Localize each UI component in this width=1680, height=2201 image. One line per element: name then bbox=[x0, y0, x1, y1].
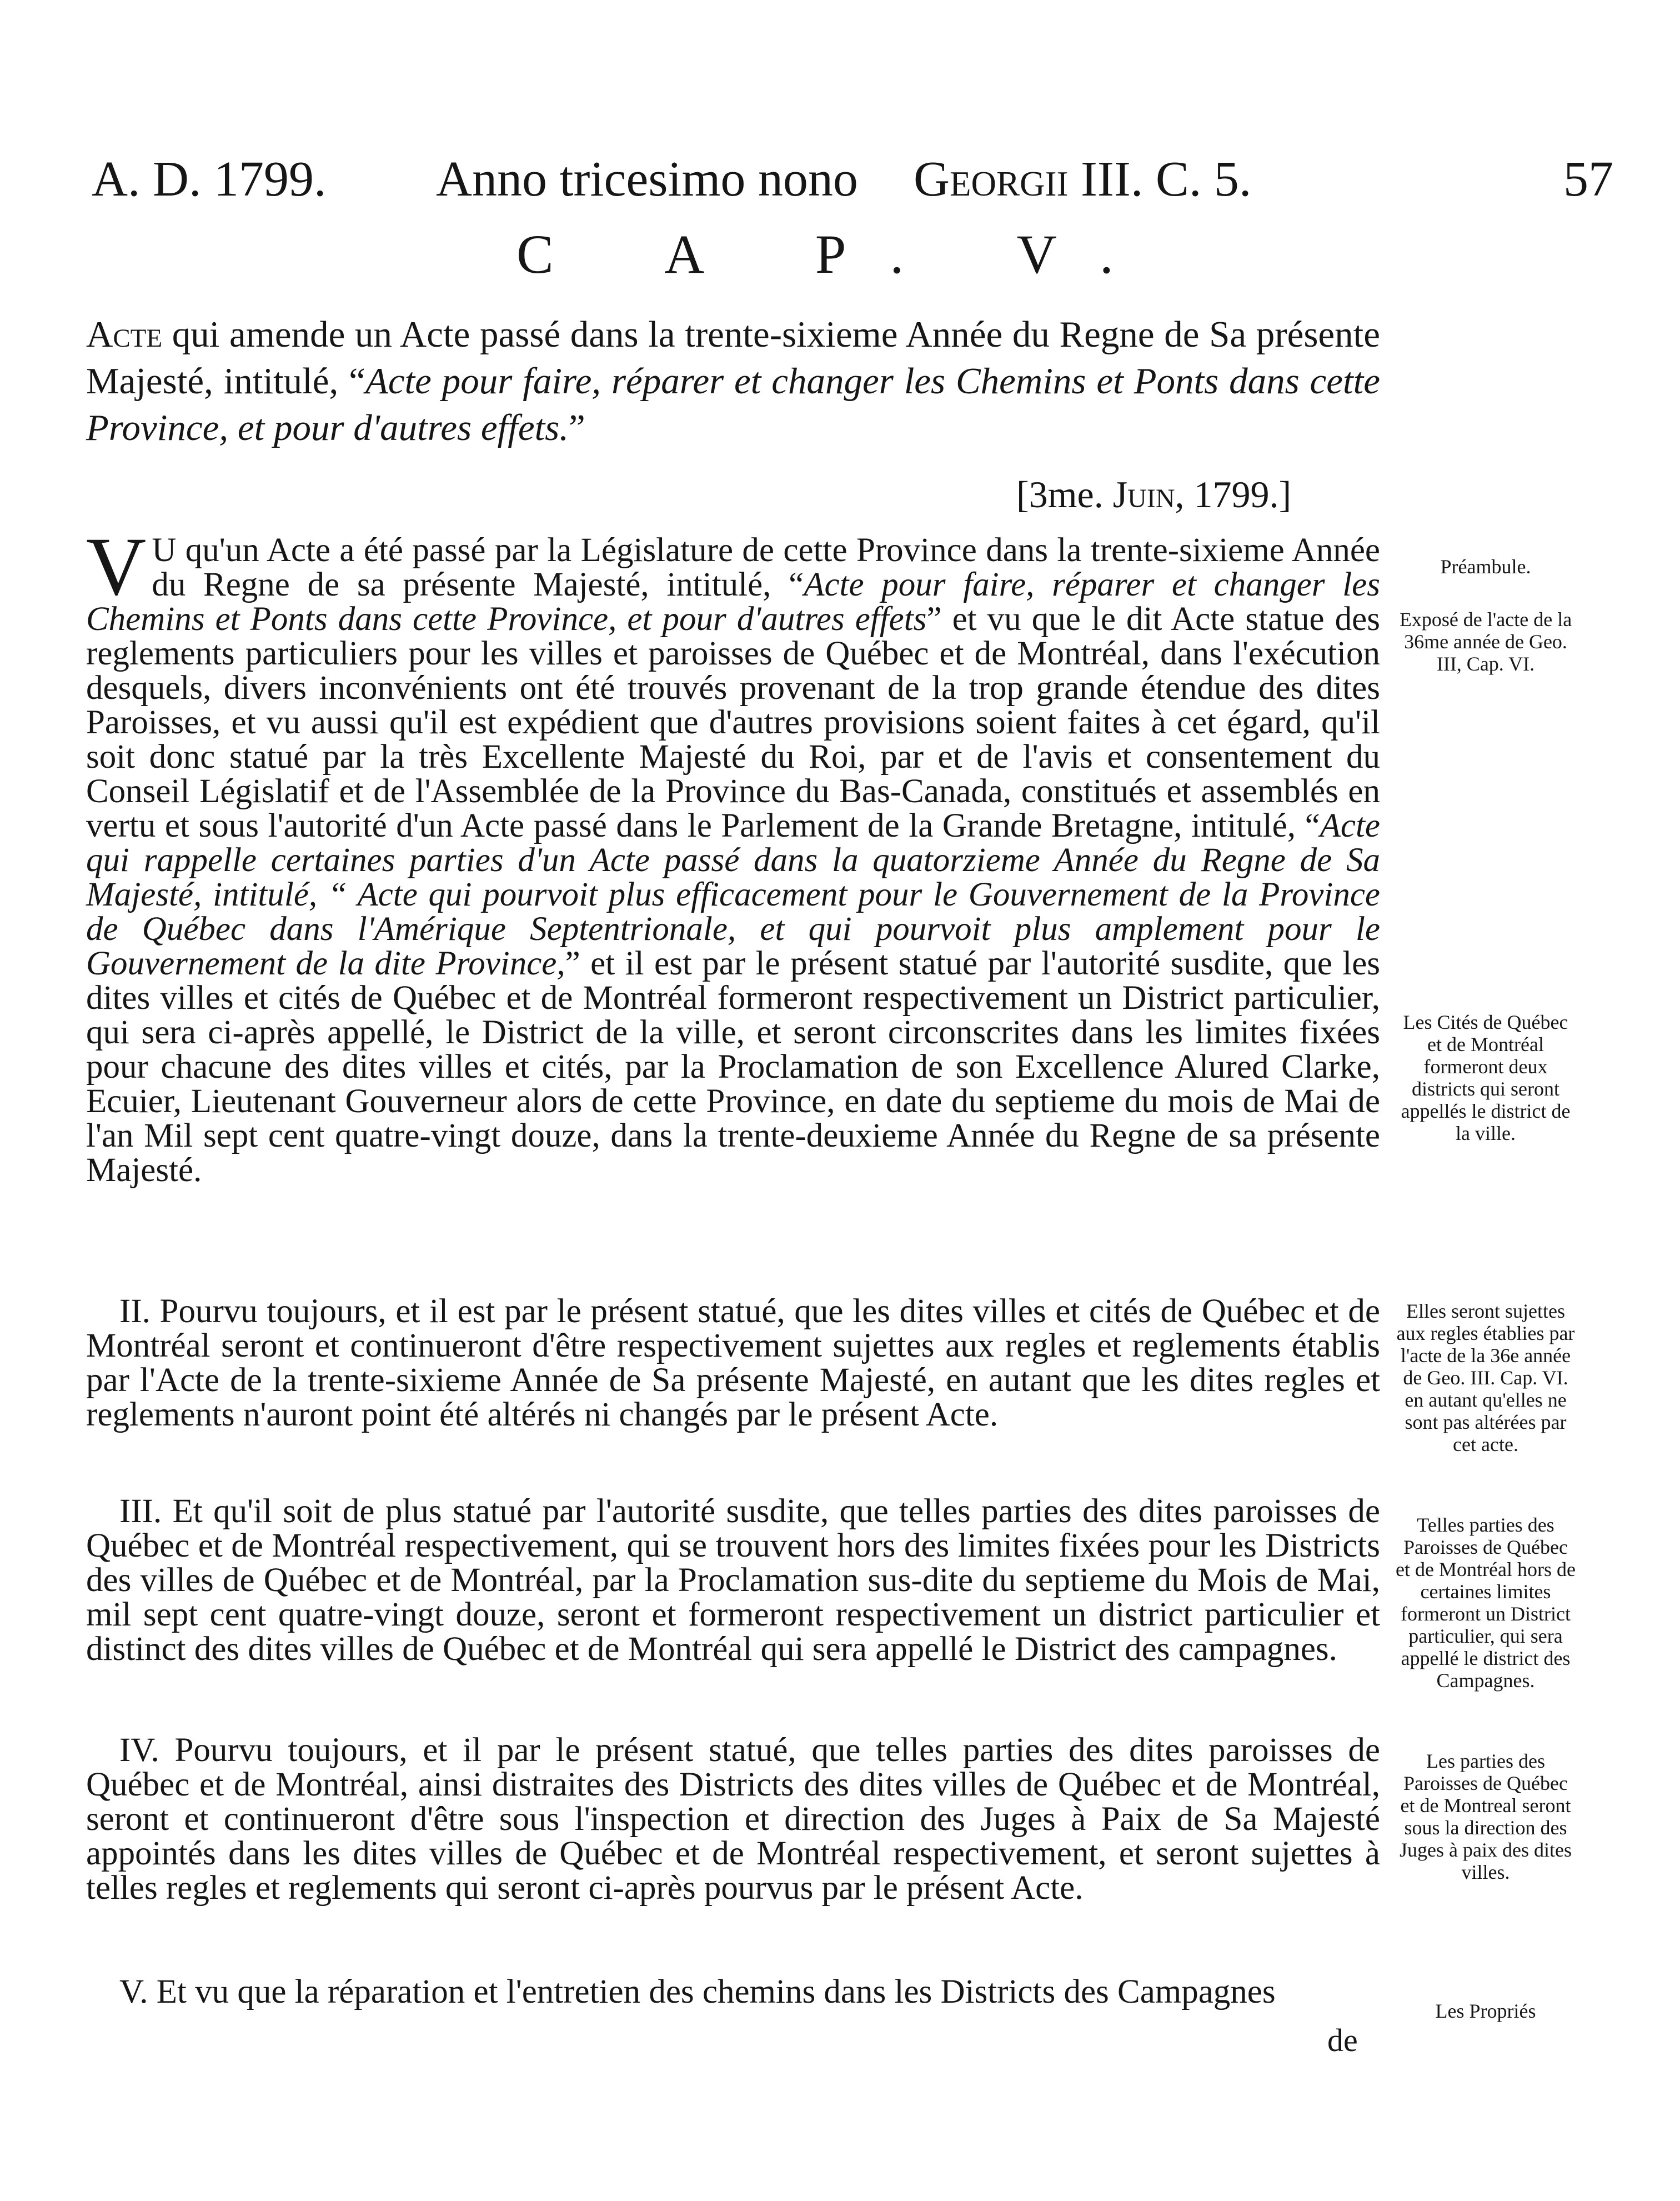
act-title-end: ” bbox=[569, 407, 585, 448]
margin-note-proprietaires: Les Propriés bbox=[1435, 2000, 1536, 2022]
section-iv bbox=[86, 1733, 1380, 1905]
catchword: de bbox=[1327, 2022, 1358, 2058]
act-title-lead: Acte bbox=[86, 314, 163, 355]
header-regnal-year: Anno tricesimo nono bbox=[436, 152, 858, 207]
section-ii-text: II. Pourvu toujours, et il est par le présent statué, que les dites villes et cités de Québec et de Montréal seront et continueront d'être respectivement sujettes aux regles et reglements établis par l'Acte de la trente-sixieme Année de Sa présente Majesté, en autant que les dites regles et reglements n'auront point été altérés ni changés par le présent Acte. bbox=[86, 1293, 1380, 1433]
act-title bbox=[86, 311, 1380, 451]
margin-note-preamble: Préambule. bbox=[1440, 556, 1531, 578]
preamble-text-2: ” et vu que le dit Acte statue des reglements particuliers pour les villes et paroisses de Québec et de Montréal, dans l'exécution desquels, divers inconvénients ont été trouvés provenant de la trop grande étendue des dites Paroisses, et vu aussi qu'il est expédient que d'autres provisions soient faites à cet égard, qu'il soit donc statué par la très Excellente Majesté du Roi, par et de l'avis et consentement du Conseil Législatif et de l'Assemblée de la Province du Bas-Canada, constitués et assemblés en vertu et sous l'autorité d'un Acte passé dans le Parlement de la Grande Bretagne, intitulé, “ bbox=[86, 601, 1380, 844]
section-ii bbox=[86, 1294, 1380, 1432]
page-number: 57 bbox=[1563, 152, 1613, 207]
act-title-italic: Acte pour faire, réparer et changer les Chemins et Ponts dans cette Province, et pour d'autres effets. bbox=[86, 361, 1381, 448]
date-suffix: , 1799.] bbox=[1175, 473, 1292, 516]
margin-note-cites: Les Cités de Québec et de Montréal formeront deux districts qui seront appellés le district de la ville. bbox=[1401, 1011, 1571, 1144]
section-v bbox=[86, 1975, 1380, 2009]
preamble-italic-2: Acte qui rappelle certaines parties d'un Acte passé dans la quatorzieme Année du Regne de Sa Majesté, intitulé, “ Acte qui pourvoit plus efficacement pour le Gouvernement de la Province de Québec dans l'Amérique Septentrionale, et qui pourvoit plus amplement pour le Gouvernement de la dite Province, bbox=[86, 807, 1380, 982]
section-iii bbox=[86, 1494, 1380, 1667]
preamble-italic-1: Acte pour faire, réparer et changer les Chemins et Ponts dans cette Province, et pour d'autres effets bbox=[86, 566, 1380, 638]
margin-note-telles-parties: Telles parties des Paroisses de Québec et de Montréal hors de certaines limites formeront un District particulier, qui sera appellé le district des Campagnes. bbox=[1396, 1514, 1576, 1692]
section-iii-text: III. Et qu'il soit de plus statué par l'autorité susdite, que telles parties des dites paroisses de Québec et de Montréal respectivement, qui se trouvent hors des limites fixées pour les Districts des villes de Québec et de Montréal, par la Proclamation sus-dite du septieme du Mois de Mai, mil sept cent quatre-vingt douze, seront et formeront respectivement un district particulier et distinct des dites villes de Québec et de Montréal qui sera appellé le District des campagnes. bbox=[86, 1493, 1380, 1668]
act-date bbox=[1016, 467, 1350, 522]
margin-note-regles: Elles seront sujettes aux regles établies par l'acte de la 36e année de Geo. III. Cap. VI. en autant qu'elles ne sont pas altérées par cet acte. bbox=[1396, 1300, 1575, 1455]
running-header bbox=[92, 143, 1613, 216]
preamble-text-1: U qu'un Acte a été passé par la Législature de cette Province dans la trente-sixieme Année du Regne de sa présente Majesté, intitulé, “ bbox=[152, 532, 1380, 603]
preamble-paragraph bbox=[86, 521, 1381, 1189]
section-v-text: V. Et vu que la réparation et l'entretien des chemins dans les Districts des Campagnes bbox=[119, 1973, 1276, 2010]
margin-note-expose: Exposé de l'acte de la 36me année de Geo. III, Cap. VI. bbox=[1399, 608, 1572, 675]
drop-cap: V bbox=[86, 521, 147, 613]
act-title-text: qui amende un Acte passé dans la trente-sixieme Année du Regne de Sa présente Majesté, intitulé, “ bbox=[86, 314, 1380, 402]
preamble-text-3: ” et il est par le présent statué par l'autorité susdite, que les dites villes et cités de Québec et de Montréal formeront respectivement un District particulier, qui sera ci-après appellé, le District de la ville, et seront circonscrites dans les limites fixées pour chacune des dites villes et cités, par la Proclamation de son Excellence Alured Clarke, Ecuier, Lieutenant Gouverneur alors de cette Province, en date du septieme du mois de Mai de l'an Mil sept cent quatre-vingt douze, dans la trente-deuxieme Année du Regne de sa présente Majesté. bbox=[86, 945, 1381, 1189]
header-chapter-ref: Georgii III. C. 5. bbox=[914, 152, 1252, 207]
header-year: A. D. 1799. bbox=[92, 152, 327, 207]
chapter-title: C A P. V. bbox=[516, 223, 1164, 285]
date-month: Juin bbox=[1112, 473, 1175, 516]
date-prefix: [3me. bbox=[1016, 473, 1113, 516]
margin-note-juges: Les parties des Paroisses de Québec et de Montreal seront sous la direction des Juges à paix des dites villes. bbox=[1400, 1750, 1572, 1883]
section-iv-text: IV. Pourvu toujours, et il par le présent statué, que telles parties des dites paroisses de Québec et de Montréal, ainsi distraites des Districts des dites villes de Québec et de Montréal, seront et continueront d'être sous l'inspection et direction des Juges à Paix de Sa Majesté appointés dans les dites villes de Québec et de Montréal respectivement, et seront sujettes à telles regles et reglements qui seront ci-après pourvus par le présent Acte. bbox=[86, 1732, 1380, 1907]
